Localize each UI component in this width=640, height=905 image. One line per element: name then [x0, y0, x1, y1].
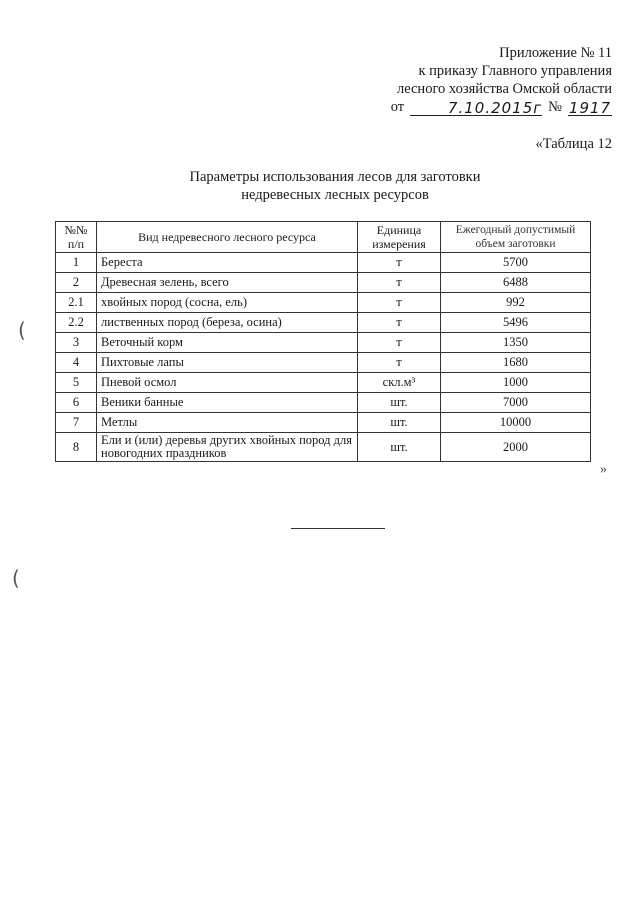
table-row: [56, 413, 591, 433]
table-label: «Таблица 12: [535, 136, 612, 152]
order-number-field: [568, 99, 612, 116]
table-body: [56, 253, 591, 462]
row-unit: шт.: [358, 393, 441, 413]
row-unit: шт.: [358, 433, 441, 462]
header-volume: Ежегодный допустимый объем заготовки: [441, 222, 591, 253]
table-row: [56, 273, 591, 293]
table-row: [56, 253, 591, 273]
row-name: Пневой осмол: [97, 373, 358, 393]
order-date-number-line: [391, 98, 612, 116]
row-value: 5700: [441, 253, 591, 273]
row-unit: шт.: [358, 413, 441, 433]
header-unit: Единица измерения: [358, 222, 441, 253]
row-value: 7000: [441, 393, 591, 413]
order-date: 7.10.2015г: [447, 99, 543, 117]
header-num: №№ п/п: [56, 222, 97, 253]
table-row: [56, 433, 591, 462]
row-name: Пихтовые лапы: [97, 353, 358, 373]
resources-table: [55, 221, 591, 462]
row-unit: т: [358, 273, 441, 293]
table-row: [56, 373, 591, 393]
row-unit: т: [358, 353, 441, 373]
row-value: 10000: [441, 413, 591, 433]
number-label: №: [548, 99, 562, 115]
row-num: 2.2: [56, 313, 97, 333]
row-unit: т: [358, 313, 441, 333]
row-name: Веточный корм: [97, 333, 358, 353]
table-row: [56, 333, 591, 353]
separator-line: [291, 528, 385, 529]
row-name: Древесная зелень, всего: [97, 273, 358, 293]
row-num: 2: [56, 273, 97, 293]
row-value: 1000: [441, 373, 591, 393]
row-num: 6: [56, 393, 97, 413]
row-value: 5496: [441, 313, 591, 333]
row-unit: скл.м³: [358, 373, 441, 393]
table-row: [56, 393, 591, 413]
row-num: 7: [56, 413, 97, 433]
header-resource: Вид недревесного лесного ресурса: [97, 222, 358, 253]
row-name: Береста: [97, 253, 358, 273]
row-num: 4: [56, 353, 97, 373]
row-num: 8: [56, 433, 97, 462]
row-unit: т: [358, 293, 441, 313]
row-value: 1350: [441, 333, 591, 353]
row-name: Веники банные: [97, 393, 358, 413]
table-header-row: [56, 222, 591, 253]
table-row: [56, 353, 591, 373]
row-num: 3: [56, 333, 97, 353]
order-reference: к приказу Главного управления: [418, 63, 612, 79]
row-num: 5: [56, 373, 97, 393]
order-number: 1917: [568, 99, 612, 117]
row-name: Метлы: [97, 413, 358, 433]
document-title: [0, 168, 640, 204]
table-row: [56, 293, 591, 313]
department-name: лесного хозяйства Омской области: [396, 81, 612, 97]
row-unit: т: [358, 253, 441, 273]
title-line-1: Параметры использования лесов для заготовки: [189, 169, 481, 185]
row-value: 992: [441, 293, 591, 313]
row-num: 2.1: [56, 293, 97, 313]
closing-quote: »: [600, 462, 607, 477]
title-line-2: недревесных лесных ресурсов: [241, 187, 429, 203]
from-label: от: [390, 99, 405, 115]
row-value: 2000: [441, 433, 591, 462]
margin-mark: (: [18, 318, 26, 342]
table-row: [56, 313, 591, 333]
row-value: 1680: [441, 353, 591, 373]
row-name: хвойных пород (сосна, ель): [97, 293, 358, 313]
row-num: 1: [56, 253, 97, 273]
row-name: Ели и (или) деревья других хвойных пород для новогодних праздников: [97, 433, 358, 462]
order-date-field: [410, 99, 542, 116]
appendix-number: Приложение № 11: [499, 45, 612, 61]
margin-mark: (: [12, 566, 20, 590]
row-name: лиственных пород (береза, осина): [97, 313, 358, 333]
row-value: 6488: [441, 273, 591, 293]
row-unit: т: [358, 333, 441, 353]
